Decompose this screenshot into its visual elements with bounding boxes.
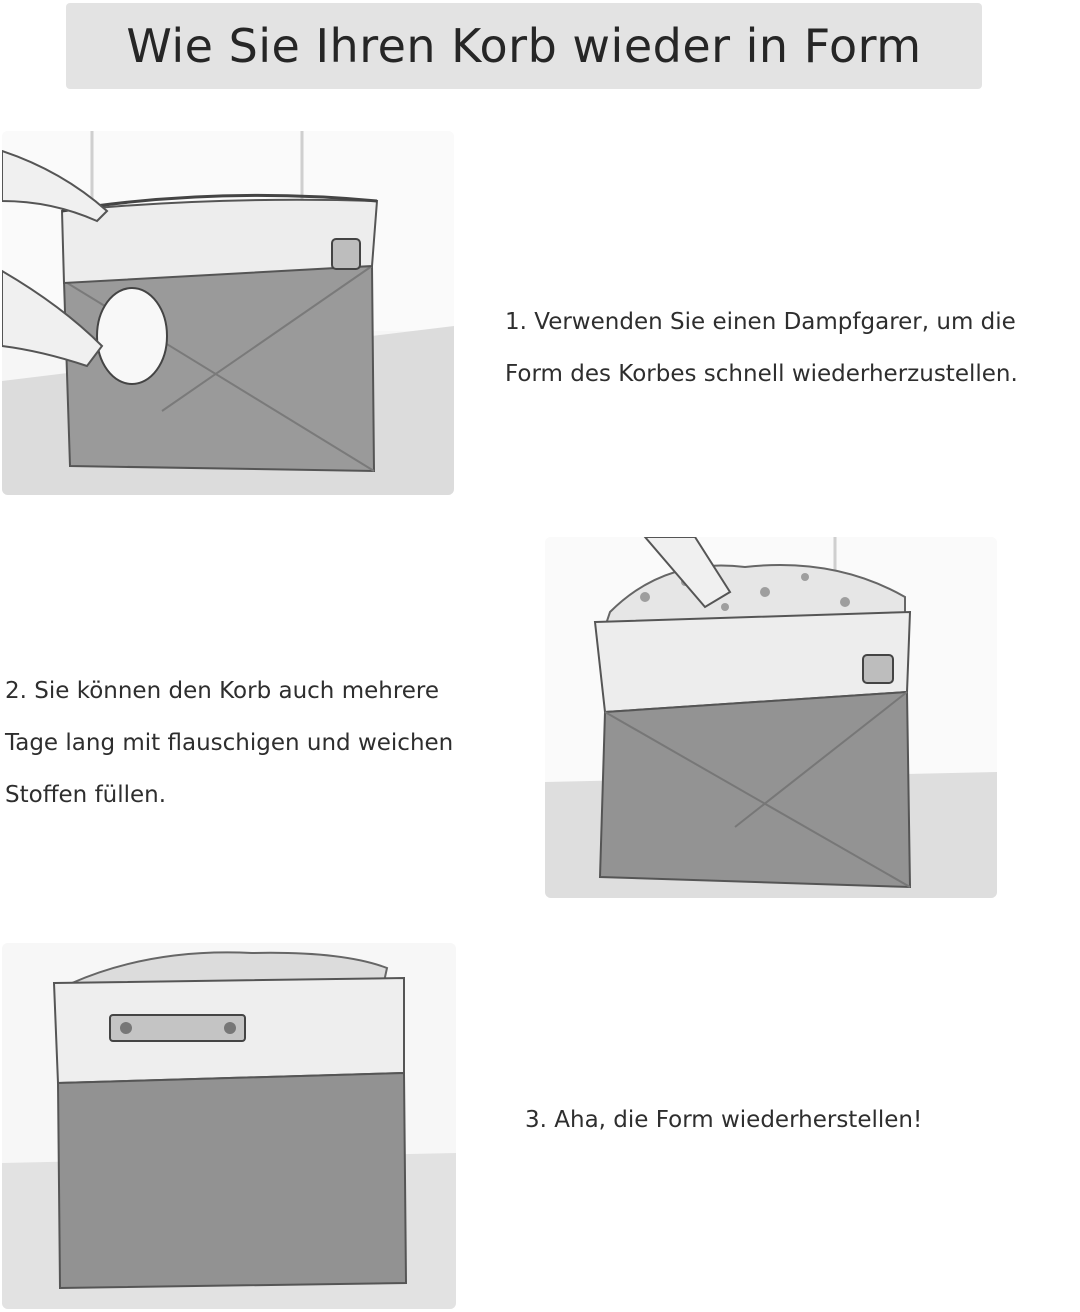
step-3-line-1: 3. Aha, die Form wiederherstellen! — [525, 1107, 923, 1133]
step-2-text — [5, 665, 525, 821]
step-2-line-1: 2. Sie können den Korb auch mehrere — [5, 678, 440, 704]
step-2-line-2: Tage lang mit flauschigen und weichen — [5, 730, 454, 756]
step-3-text — [525, 1094, 1045, 1146]
step-1-text — [505, 296, 1080, 400]
photo-restored-basket — [2, 943, 456, 1309]
photo-steaming-basket — [2, 131, 454, 495]
step-2-line-3: Stoffen füllen. — [5, 782, 167, 808]
photo-filled-basket — [545, 537, 997, 898]
title-banner — [66, 3, 982, 89]
step-1-line-1: 1. Verwenden Sie einen Dampfgarer, um die — [505, 309, 1016, 335]
page-title: Wie Sie Ihren Korb wieder in Form — [126, 19, 922, 73]
step-1-line-2: Form des Korbes schnell wiederherzustellen. — [505, 361, 1018, 387]
